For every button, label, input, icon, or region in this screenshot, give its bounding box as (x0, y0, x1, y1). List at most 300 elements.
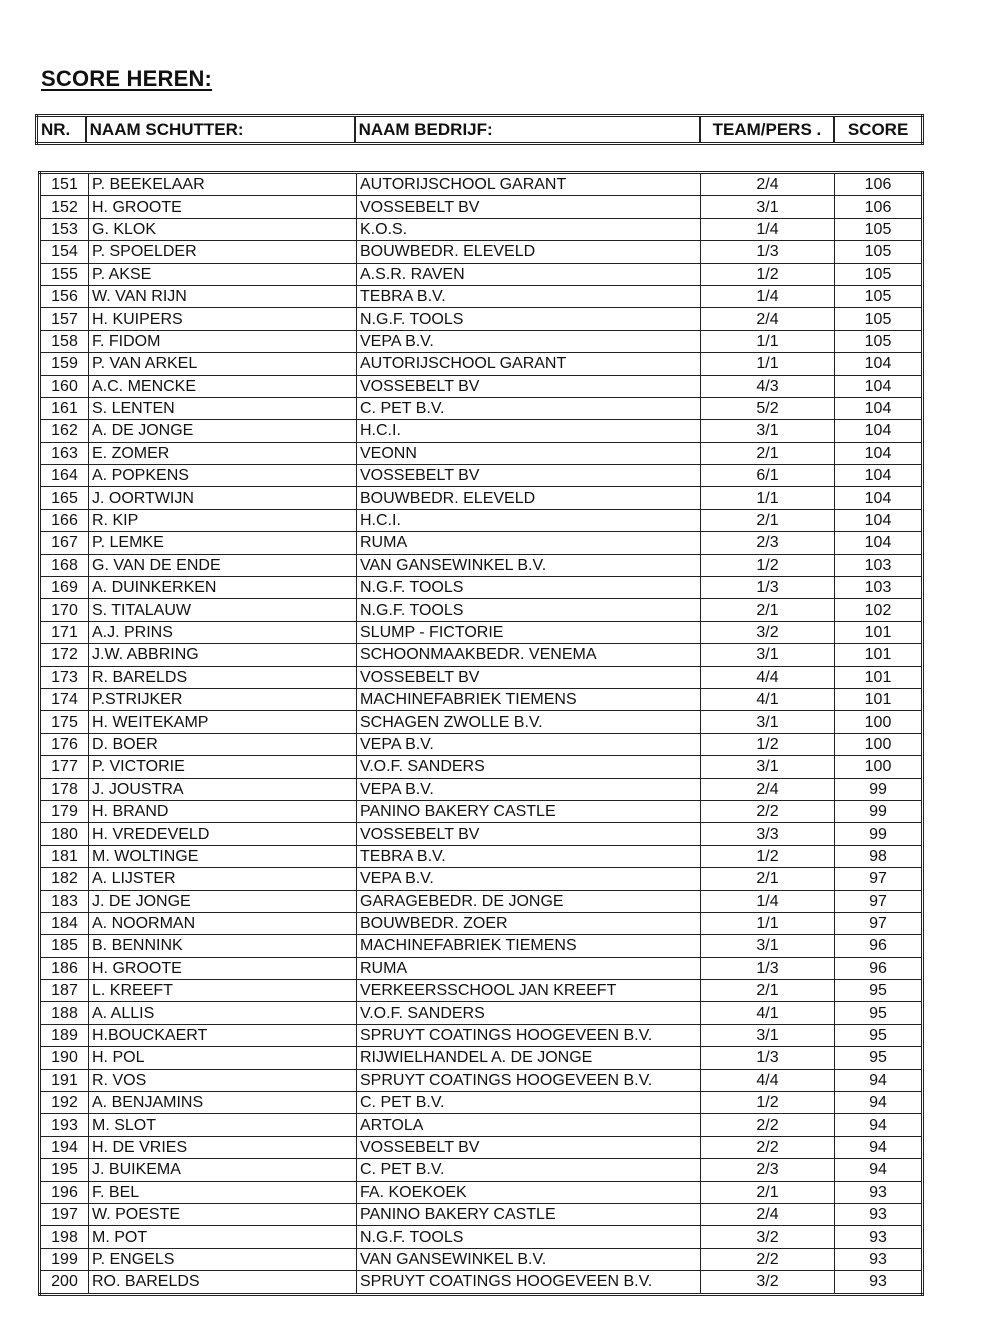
row-nr: 172 (40, 644, 89, 666)
row-team: 2/1 (701, 868, 835, 890)
row-score: 96 (835, 935, 923, 957)
row-name: A. DE JONGE (89, 420, 357, 442)
row-nr: 179 (40, 800, 89, 822)
table-row (40, 218, 923, 240)
row-score: 101 (835, 666, 923, 688)
table-row (40, 532, 923, 554)
table-row (40, 330, 923, 352)
row-company: N.G.F. TOOLS (357, 577, 701, 599)
table-row (40, 957, 923, 979)
row-name: P. VICTORIE (89, 756, 357, 778)
row-score: 100 (835, 733, 923, 755)
row-company: VOSSEBELT BV (357, 465, 701, 487)
header-nr: NR. (37, 116, 86, 144)
row-nr: 168 (40, 554, 89, 576)
table-row (40, 1248, 923, 1270)
row-company: TEBRA B.V. (357, 285, 701, 307)
row-score: 94 (835, 1069, 923, 1091)
row-score: 102 (835, 599, 923, 621)
row-nr: 157 (40, 308, 89, 330)
row-name: B. BENNINK (89, 935, 357, 957)
row-company: N.G.F. TOOLS (357, 308, 701, 330)
row-company: H.C.I. (357, 509, 701, 531)
row-nr: 185 (40, 935, 89, 957)
row-company: N.G.F. TOOLS (357, 1226, 701, 1248)
row-score: 103 (835, 554, 923, 576)
row-name: R. BARELDS (89, 666, 357, 688)
row-nr: 193 (40, 1114, 89, 1136)
row-company: VERKEERSSCHOOL JAN KREEFT (357, 980, 701, 1002)
table-row (40, 688, 923, 710)
row-company: BOUWBEDR. ZOER (357, 912, 701, 934)
row-name: P.STRIJKER (89, 688, 357, 710)
row-nr: 198 (40, 1226, 89, 1248)
row-score: 94 (835, 1136, 923, 1158)
table-row (40, 375, 923, 397)
row-company: SPRUYT COATINGS HOOGEVEEN B.V. (357, 1271, 701, 1294)
page-title: SCORE HEREN: (41, 66, 213, 91)
row-score: 93 (835, 1226, 923, 1248)
row-team: 3/2 (701, 1226, 835, 1248)
row-score: 94 (835, 1092, 923, 1114)
row-nr: 152 (40, 196, 89, 218)
row-score: 93 (835, 1248, 923, 1270)
row-score: 105 (835, 330, 923, 352)
row-nr: 151 (40, 173, 89, 196)
row-team: 2/3 (701, 532, 835, 554)
table-row (40, 756, 923, 778)
row-score: 96 (835, 957, 923, 979)
row-company: VEPA B.V. (357, 733, 701, 755)
row-nr: 195 (40, 1159, 89, 1181)
header-name: NAAM SCHUTTER: (86, 116, 355, 144)
row-team: 1/4 (701, 218, 835, 240)
score-table-body (40, 173, 923, 1295)
row-company: SLUMP - FICTORIE (357, 621, 701, 643)
row-team: 2/2 (701, 800, 835, 822)
row-team: 2/4 (701, 778, 835, 800)
row-company: PANINO BAKERY CASTLE (357, 800, 701, 822)
row-name: H.BOUCKAERT (89, 1024, 357, 1046)
row-team: 3/2 (701, 621, 835, 643)
table-row (40, 666, 923, 688)
row-nr: 170 (40, 599, 89, 621)
row-score: 104 (835, 420, 923, 442)
row-name: M. POT (89, 1226, 357, 1248)
row-company: SCHOONMAAKBEDR. VENEMA (357, 644, 701, 666)
table-row (40, 868, 923, 890)
row-team: 2/1 (701, 599, 835, 621)
row-score: 100 (835, 711, 923, 733)
row-company: A.S.R. RAVEN (357, 263, 701, 285)
row-name: A. NOORMAN (89, 912, 357, 934)
row-company: N.G.F. TOOLS (357, 599, 701, 621)
table-row (40, 1092, 923, 1114)
row-nr: 164 (40, 465, 89, 487)
row-company: SPRUYT COATINGS HOOGEVEEN B.V. (357, 1069, 701, 1091)
header-row (37, 116, 923, 144)
row-company: VOSSEBELT BV (357, 196, 701, 218)
row-team: 1/2 (701, 733, 835, 755)
row-company: C. PET B.V. (357, 397, 701, 419)
row-name: M. WOLTINGE (89, 845, 357, 867)
row-score: 95 (835, 1024, 923, 1046)
table-row (40, 465, 923, 487)
row-company: VOSSEBELT BV (357, 666, 701, 688)
table-row (40, 1226, 923, 1248)
table-row (40, 1159, 923, 1181)
row-name: H. VREDEVELD (89, 823, 357, 845)
row-score: 104 (835, 397, 923, 419)
row-nr: 186 (40, 957, 89, 979)
row-score: 100 (835, 756, 923, 778)
row-name: H. GROOTE (89, 196, 357, 218)
table-row (40, 599, 923, 621)
row-team: 1/2 (701, 1092, 835, 1114)
row-nr: 166 (40, 509, 89, 531)
table-row (40, 308, 923, 330)
row-team: 4/4 (701, 666, 835, 688)
row-nr: 184 (40, 912, 89, 934)
row-name: H. KUIPERS (89, 308, 357, 330)
table-row (40, 577, 923, 599)
row-nr: 169 (40, 577, 89, 599)
row-score: 95 (835, 980, 923, 1002)
row-nr: 189 (40, 1024, 89, 1046)
row-score: 105 (835, 218, 923, 240)
row-nr: 173 (40, 666, 89, 688)
row-team: 3/1 (701, 644, 835, 666)
table-row (40, 554, 923, 576)
row-company: MACHINEFABRIEK TIEMENS (357, 688, 701, 710)
row-team: 2/4 (701, 173, 835, 196)
header-team: TEAM/PERS . (700, 116, 834, 144)
row-team: 2/2 (701, 1114, 835, 1136)
row-company: TEBRA B.V. (357, 845, 701, 867)
row-team: 1/3 (701, 577, 835, 599)
row-team: 5/2 (701, 397, 835, 419)
table-row (40, 1136, 923, 1158)
row-nr: 171 (40, 621, 89, 643)
table-row (40, 442, 923, 464)
table-row (40, 196, 923, 218)
row-company: K.O.S. (357, 218, 701, 240)
row-company: AUTORIJSCHOOL GARANT (357, 173, 701, 196)
row-name: M. SLOT (89, 1114, 357, 1136)
row-score: 101 (835, 621, 923, 643)
row-team: 2/3 (701, 1159, 835, 1181)
row-team: 6/1 (701, 465, 835, 487)
row-score: 105 (835, 241, 923, 263)
row-nr: 167 (40, 532, 89, 554)
row-team: 1/1 (701, 353, 835, 375)
row-name: P. SPOELDER (89, 241, 357, 263)
row-name: H. POL (89, 1047, 357, 1069)
table-row (40, 1114, 923, 1136)
row-name: A.J. PRINS (89, 621, 357, 643)
table-row (40, 353, 923, 375)
row-name: H. GROOTE (89, 957, 357, 979)
row-name: D. BOER (89, 733, 357, 755)
table-row (40, 823, 923, 845)
row-name: P. LEMKE (89, 532, 357, 554)
row-name: F. FIDOM (89, 330, 357, 352)
row-score: 104 (835, 465, 923, 487)
table-row (40, 1047, 923, 1069)
row-company: BOUWBEDR. ELEVELD (357, 487, 701, 509)
row-name: S. LENTEN (89, 397, 357, 419)
table-row (40, 420, 923, 442)
row-name: J. JOUSTRA (89, 778, 357, 800)
row-score: 94 (835, 1159, 923, 1181)
row-name: W. POESTE (89, 1203, 357, 1225)
row-nr: 190 (40, 1047, 89, 1069)
table-row (40, 644, 923, 666)
row-score: 93 (835, 1203, 923, 1225)
row-company: VEPA B.V. (357, 778, 701, 800)
table-row (40, 621, 923, 643)
row-score: 93 (835, 1271, 923, 1294)
row-team: 1/1 (701, 912, 835, 934)
row-company: C. PET B.V. (357, 1159, 701, 1181)
header-company: NAAM BEDRIJF: (355, 116, 700, 144)
row-name: H. DE VRIES (89, 1136, 357, 1158)
row-score: 94 (835, 1114, 923, 1136)
row-nr: 177 (40, 756, 89, 778)
row-score: 95 (835, 1047, 923, 1069)
row-team: 1/2 (701, 554, 835, 576)
row-team: 3/2 (701, 1271, 835, 1294)
row-company: ARTOLA (357, 1114, 701, 1136)
row-company: VEPA B.V. (357, 868, 701, 890)
row-name: RO. BARELDS (89, 1271, 357, 1294)
row-nr: 199 (40, 1248, 89, 1270)
table-row (40, 263, 923, 285)
row-score: 97 (835, 890, 923, 912)
row-nr: 200 (40, 1271, 89, 1294)
row-company: C. PET B.V. (357, 1092, 701, 1114)
row-company: SCHAGEN ZWOLLE B.V. (357, 711, 701, 733)
row-nr: 182 (40, 868, 89, 890)
row-nr: 158 (40, 330, 89, 352)
row-name: A. BENJAMINS (89, 1092, 357, 1114)
table-row (40, 733, 923, 755)
row-name: R. KIP (89, 509, 357, 531)
row-score: 105 (835, 308, 923, 330)
row-team: 3/3 (701, 823, 835, 845)
table-row (40, 1271, 923, 1294)
row-company: RUMA (357, 957, 701, 979)
row-score: 104 (835, 442, 923, 464)
table-row (40, 1002, 923, 1024)
row-nr: 165 (40, 487, 89, 509)
row-name: A.C. MENCKE (89, 375, 357, 397)
table-row (40, 711, 923, 733)
row-name: A. POPKENS (89, 465, 357, 487)
row-score: 93 (835, 1181, 923, 1203)
row-nr: 159 (40, 353, 89, 375)
row-nr: 161 (40, 397, 89, 419)
row-company: MACHINEFABRIEK TIEMENS (357, 935, 701, 957)
row-team: 2/1 (701, 980, 835, 1002)
row-team: 2/2 (701, 1248, 835, 1270)
row-team: 1/1 (701, 330, 835, 352)
row-nr: 197 (40, 1203, 89, 1225)
table-row (40, 285, 923, 307)
row-nr: 187 (40, 980, 89, 1002)
table-row (40, 509, 923, 531)
table-row (40, 778, 923, 800)
row-score: 105 (835, 263, 923, 285)
row-name: J. BUIKEMA (89, 1159, 357, 1181)
table-row (40, 1181, 923, 1203)
row-company: VOSSEBELT BV (357, 823, 701, 845)
row-team: 3/1 (701, 420, 835, 442)
row-name: J. OORTWIJN (89, 487, 357, 509)
row-team: 2/1 (701, 509, 835, 531)
row-team: 1/2 (701, 263, 835, 285)
row-nr: 180 (40, 823, 89, 845)
table-row (40, 912, 923, 934)
row-company: VAN GANSEWINKEL B.V. (357, 1248, 701, 1270)
row-nr: 191 (40, 1069, 89, 1091)
row-company: AUTORIJSCHOOL GARANT (357, 353, 701, 375)
row-score: 103 (835, 577, 923, 599)
row-team: 1/4 (701, 285, 835, 307)
table-row (40, 397, 923, 419)
row-team: 1/3 (701, 241, 835, 263)
row-score: 95 (835, 1002, 923, 1024)
row-nr: 154 (40, 241, 89, 263)
header-table (35, 114, 924, 145)
row-name: A. LIJSTER (89, 868, 357, 890)
row-score: 97 (835, 868, 923, 890)
row-score: 99 (835, 823, 923, 845)
row-name: E. ZOMER (89, 442, 357, 464)
row-score: 104 (835, 375, 923, 397)
row-name: P. VAN ARKEL (89, 353, 357, 375)
row-nr: 162 (40, 420, 89, 442)
row-score: 104 (835, 509, 923, 531)
row-team: 2/2 (701, 1136, 835, 1158)
row-name: A. ALLIS (89, 1002, 357, 1024)
table-row (40, 890, 923, 912)
row-team: 1/4 (701, 890, 835, 912)
row-nr: 192 (40, 1092, 89, 1114)
row-nr: 153 (40, 218, 89, 240)
row-company: SPRUYT COATINGS HOOGEVEEN B.V. (357, 1024, 701, 1046)
table-row (40, 1069, 923, 1091)
table-row (40, 1203, 923, 1225)
row-team: 3/1 (701, 756, 835, 778)
row-nr: 174 (40, 688, 89, 710)
row-score: 98 (835, 845, 923, 867)
row-team: 3/1 (701, 1024, 835, 1046)
row-name: G. VAN DE ENDE (89, 554, 357, 576)
row-name: W. VAN RIJN (89, 285, 357, 307)
row-name: P. AKSE (89, 263, 357, 285)
row-nr: 181 (40, 845, 89, 867)
row-nr: 194 (40, 1136, 89, 1158)
row-score: 106 (835, 196, 923, 218)
row-team: 3/1 (701, 711, 835, 733)
row-company: RIJWIELHANDEL A. DE JONGE (357, 1047, 701, 1069)
row-nr: 175 (40, 711, 89, 733)
header-score: SCORE (834, 116, 922, 144)
row-score: 104 (835, 532, 923, 554)
row-nr: 163 (40, 442, 89, 464)
row-nr: 196 (40, 1181, 89, 1203)
table-row (40, 1024, 923, 1046)
table-row (40, 845, 923, 867)
row-team: 4/1 (701, 688, 835, 710)
row-name: P. ENGELS (89, 1248, 357, 1270)
row-score: 104 (835, 487, 923, 509)
row-score: 99 (835, 778, 923, 800)
row-team: 3/1 (701, 196, 835, 218)
row-nr: 178 (40, 778, 89, 800)
row-company: GARAGEBEDR. DE JONGE (357, 890, 701, 912)
row-company: V.O.F. SANDERS (357, 756, 701, 778)
row-company: H.C.I. (357, 420, 701, 442)
row-company: VOSSEBELT BV (357, 1136, 701, 1158)
row-score: 99 (835, 800, 923, 822)
row-name: H. WEITEKAMP (89, 711, 357, 733)
row-score: 104 (835, 353, 923, 375)
row-company: BOUWBEDR. ELEVELD (357, 241, 701, 263)
row-score: 105 (835, 285, 923, 307)
row-company: VOSSEBELT BV (357, 375, 701, 397)
row-company: VEPA B.V. (357, 330, 701, 352)
row-company: FA. KOEKOEK (357, 1181, 701, 1203)
row-team: 2/4 (701, 1203, 835, 1225)
row-team: 4/3 (701, 375, 835, 397)
row-name: S. TITALAUW (89, 599, 357, 621)
row-team: 1/3 (701, 1047, 835, 1069)
row-company: VEONN (357, 442, 701, 464)
row-score: 101 (835, 688, 923, 710)
row-nr: 183 (40, 890, 89, 912)
row-name: P. BEEKELAAR (89, 173, 357, 196)
row-team: 1/3 (701, 957, 835, 979)
row-team: 4/1 (701, 1002, 835, 1024)
row-team: 3/1 (701, 935, 835, 957)
row-name: L. KREEFT (89, 980, 357, 1002)
row-team: 2/4 (701, 308, 835, 330)
row-company: RUMA (357, 532, 701, 554)
row-score: 97 (835, 912, 923, 934)
row-team: 1/2 (701, 845, 835, 867)
row-name: A. DUINKERKEN (89, 577, 357, 599)
row-name: J.W. ABBRING (89, 644, 357, 666)
table-row (40, 800, 923, 822)
row-team: 4/4 (701, 1069, 835, 1091)
row-nr: 176 (40, 733, 89, 755)
table-row (40, 241, 923, 263)
row-name: R. VOS (89, 1069, 357, 1091)
score-table (38, 171, 924, 1296)
row-nr: 156 (40, 285, 89, 307)
table-row (40, 173, 923, 196)
row-nr: 160 (40, 375, 89, 397)
row-company: VAN GANSEWINKEL B.V. (357, 554, 701, 576)
row-company: PANINO BAKERY CASTLE (357, 1203, 701, 1225)
row-score: 106 (835, 173, 923, 196)
row-company: V.O.F. SANDERS (357, 1002, 701, 1024)
row-name: G. KLOK (89, 218, 357, 240)
row-nr: 188 (40, 1002, 89, 1024)
row-nr: 155 (40, 263, 89, 285)
